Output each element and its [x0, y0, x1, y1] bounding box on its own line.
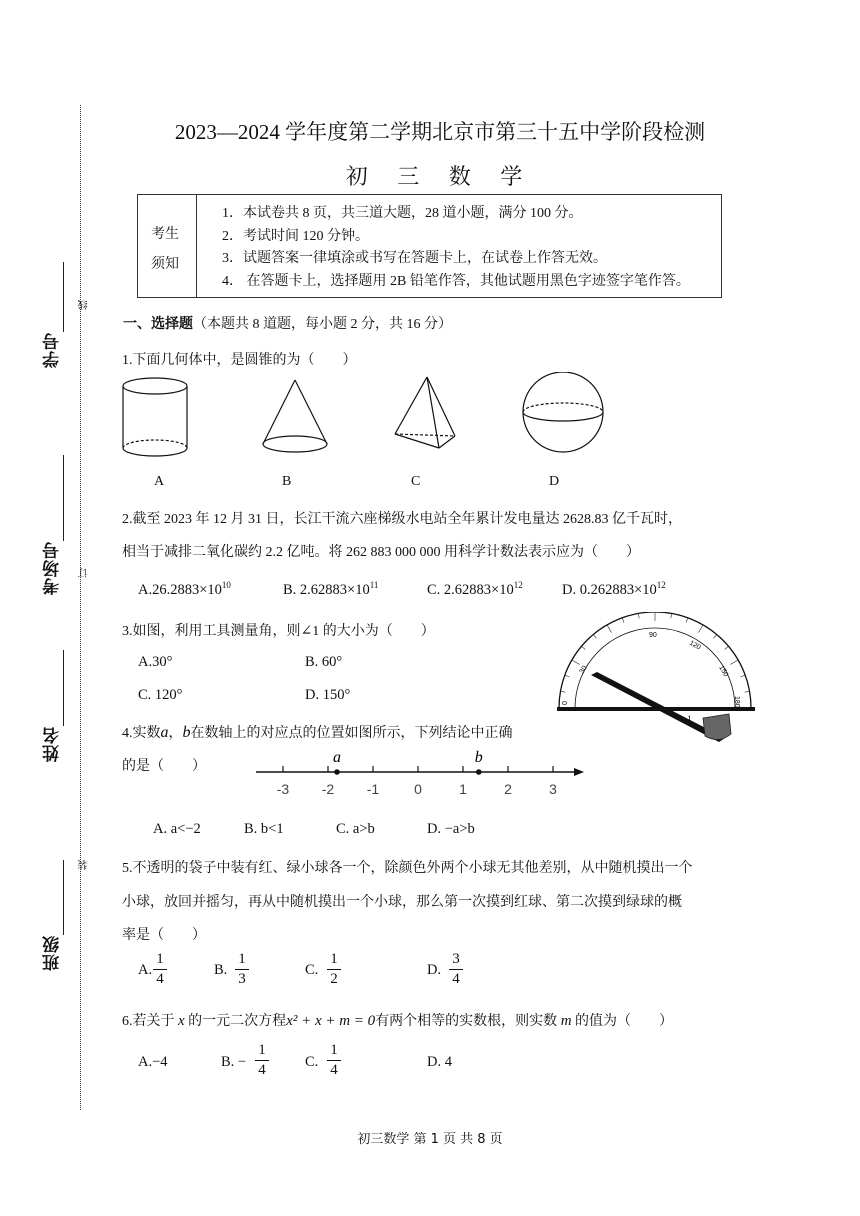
q5-option-c-fraction: 1 2	[327, 951, 341, 988]
q2-option-c: C. $2.62883\times 10^{12}$	[427, 580, 523, 598]
tick-label-0: 0	[562, 701, 569, 705]
tick-label-120: 120	[688, 639, 702, 652]
q2-stem-line1: 2.截至 2023 年 12 月 31 日，长江干流六座梯级水电站全年累计发电量达 2628.83 亿千瓦时，	[122, 512, 682, 527]
q1-label-b: B	[282, 474, 292, 489]
q5-option-a-label: A.	[138, 962, 153, 978]
cone-shape	[263, 380, 327, 452]
q6-option-c-label: C.	[305, 1054, 319, 1070]
q6-stem: 6.若关于 x 的一元二次方程x² + x + m = 0有两个相等的实数根，则实数 m 的值为（ ）	[122, 1013, 674, 1029]
q4-option-c: C. a>b	[336, 821, 375, 837]
number-line-tick-label: 1	[459, 781, 467, 797]
notice-item: 1．本试卷共 8 页，共三道大题，28 道小题，满分 100 分。	[222, 206, 583, 221]
protractor-tick	[638, 613, 639, 618]
number-line-tick-label: -3	[276, 781, 290, 797]
notice-item: 4． 在答题卡上，选择题用 2B 铅笔作答，其他试题用黑色字迹签字笔作答。	[222, 273, 690, 289]
q5-option-a-fraction: 1 4	[153, 951, 167, 988]
exam-room-underline	[63, 455, 64, 541]
point-b-dot	[476, 769, 482, 775]
page-footer: 初三数学 第 1 页 共 8 页	[357, 1132, 503, 1147]
q4-number-line	[250, 740, 590, 800]
protractor-tick	[699, 625, 704, 633]
notice-head	[138, 195, 197, 297]
section1-note: （本题共 8 道题，每小题 2 分，共 16 分）	[193, 317, 452, 332]
q5-option-b-fraction: 1 3	[235, 951, 249, 988]
q4-option-d: D. −a>b	[427, 821, 475, 837]
protractor-tick	[725, 646, 729, 649]
class-underline	[63, 860, 64, 935]
q6-option-d: D. 4	[427, 1054, 452, 1070]
protractor-outer-arc	[559, 612, 751, 708]
notice-item: 3．试题答案一律填涂或书写在答题卡上，在试卷上作答无效。	[222, 251, 607, 266]
name-label: 姓名	[43, 726, 63, 762]
number-line-tick-label: 0	[414, 781, 422, 797]
point-a-dot	[334, 769, 340, 775]
cylinder-shape	[123, 378, 187, 456]
q1-label-a: A	[154, 474, 165, 489]
q3-protractor-figure	[553, 612, 758, 744]
binding-dotted-line	[80, 105, 81, 1110]
point-b-label: b	[474, 749, 483, 766]
ruler-handle	[703, 714, 731, 740]
name-underline	[63, 650, 64, 726]
angle-1-label: 1	[687, 714, 692, 724]
notice-head-line2: 须知	[151, 256, 179, 272]
protractor-tick	[572, 660, 580, 665]
protractor-tick	[730, 660, 738, 665]
q4-option-b: B. b<1	[244, 821, 284, 837]
protractor-tick	[686, 618, 688, 623]
notice-item: 2．考试时间 120 分钟。	[222, 228, 369, 244]
q1-solids-figure	[115, 372, 635, 467]
q5-option-c-label: C.	[305, 962, 319, 978]
q2-option-d: D. $0.262883\times 10^{12}$	[562, 580, 666, 598]
notice-head-line1: 考生	[151, 226, 179, 242]
q3-option-b: B. 60°	[305, 654, 343, 670]
q3-option-c: C. 120°	[138, 687, 183, 703]
protractor-tick	[745, 691, 750, 692]
q1-stem: 1.下面几何体中，是圆锥的为（ ）	[122, 353, 357, 368]
protractor-inner-arc	[575, 628, 735, 708]
notice-box	[137, 194, 722, 298]
tick-label-180: 180	[733, 696, 740, 708]
tick-label-30: 30	[578, 664, 589, 675]
q5-option-d-fraction: 3 4	[449, 951, 463, 988]
q5-option-b-label: B.	[214, 962, 228, 978]
number-line-tick-label: 2	[504, 781, 512, 797]
binding-mark-line: 线	[79, 300, 90, 310]
q5-stem-line1: 5.不透明的袋子中装有红、绿小球各一个，除颜色外两个小球无其他差别，从中随机摸出一个	[122, 861, 693, 876]
q4-stem-line2: 的是（ ）	[122, 759, 206, 774]
protractor-tick	[581, 646, 585, 649]
student-id-label: 学号	[43, 332, 63, 368]
q4-option-a: A. a<−2	[153, 821, 201, 837]
protractor-tick	[565, 675, 570, 677]
tick-label-150: 150	[717, 664, 730, 679]
protractor-tick	[671, 613, 672, 618]
exam-room-label: 考场号	[43, 541, 63, 595]
number-line-arrow	[574, 768, 584, 776]
protractor-tick	[560, 691, 565, 692]
q3-option-d: D. 150°	[305, 687, 351, 703]
student-id-underline	[63, 262, 64, 332]
q1-label-c: C	[411, 474, 421, 489]
q2-option-b: B. $2.62883\times 10^{11}$	[283, 580, 379, 598]
q5-stem-line2: 小球，放回并摇匀，再从中随机摸出一个小球，那么第一次摸到红球、第二次摸到绿球的概	[122, 895, 682, 910]
q5-option-d-label: D.	[427, 962, 442, 978]
q6-option-a: A.−4	[138, 1054, 168, 1070]
protractor-tick	[713, 634, 716, 638]
protractor-tick	[622, 618, 624, 623]
q1-label-d: D	[549, 474, 560, 489]
q6-option-b-fraction: 1 4	[255, 1042, 269, 1079]
q4-stem-line1: 4.实数a，b在数轴上的对应点的位置如图所示，下列结论中正确	[122, 724, 513, 741]
q6-option-c-fraction: 1 4	[327, 1042, 341, 1079]
class-label: 班级	[43, 935, 63, 971]
protractor-tick	[607, 625, 612, 633]
protractor-tick	[741, 675, 746, 677]
section1-heading	[123, 313, 452, 333]
q2-stem-line2: 相当于减排二氧化碳约 2.2 亿吨。将 262 883 000 000 用科学计数法表示应为（ ）	[122, 545, 640, 560]
q5-stem-line3: 率是（ ）	[122, 928, 206, 943]
q2-option-a: $A.26.2883\times 10^{10}$	[138, 580, 231, 598]
binding-mark-bind: 装	[79, 860, 90, 870]
pyramid-shape	[395, 377, 455, 448]
tick-label-90: 90	[649, 632, 657, 639]
q3-option-a: A.30°	[138, 654, 173, 670]
notice-items	[222, 203, 690, 293]
q6-option-b-label: B. −	[221, 1054, 247, 1070]
sphere-shape	[523, 372, 603, 452]
exam-subtitle: 初 三 数 学	[345, 164, 535, 189]
number-line-tick-label: 3	[549, 781, 557, 797]
q3-stem: 3.如图，利用工具测量角，则∠1 的大小为（ ）	[122, 624, 435, 639]
section1-title: 一、选择题	[123, 316, 193, 332]
number-line-tick-label: -2	[321, 781, 335, 797]
point-a-label: a	[333, 749, 341, 766]
protractor-tick	[593, 634, 596, 638]
exam-title: 2023—2024 学年度第二学期北京市第三十五中学阶段检测	[174, 120, 706, 144]
number-line-tick-label: -1	[366, 781, 380, 797]
binding-mark-order: 订	[79, 568, 90, 578]
